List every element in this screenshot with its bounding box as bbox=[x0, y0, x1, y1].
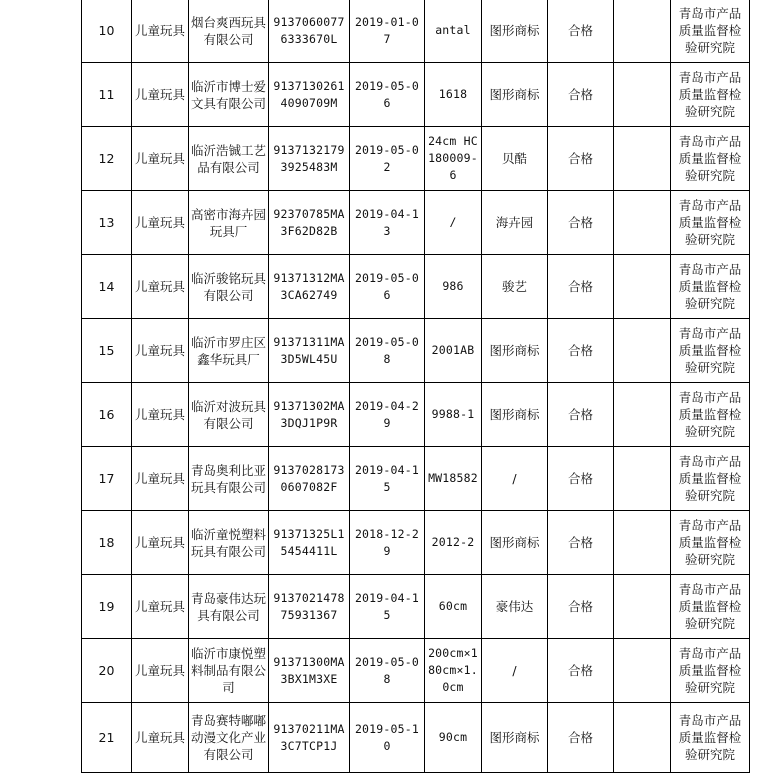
cell-serial-number: 21 bbox=[82, 703, 132, 773]
cell-enterprise-name: 临沂对波玩具有限公司 bbox=[189, 383, 269, 447]
cell-credit-code: 91371311MA3D5WL45U bbox=[269, 319, 350, 383]
cell-serial-number: 13 bbox=[82, 191, 132, 255]
cell-inspection-institute: 青岛市产品质量监督检验研究院 bbox=[671, 0, 750, 63]
cell-result: 合格 bbox=[548, 703, 614, 773]
cell-specification: 24cm HC180009-6 bbox=[425, 127, 482, 191]
cell-specification: 200cm×180cm×1.0cm bbox=[425, 639, 482, 703]
cell-enterprise-name: 临沂市博士爱文具有限公司 bbox=[189, 63, 269, 127]
cell-note bbox=[614, 0, 671, 63]
cell-serial-number: 12 bbox=[82, 127, 132, 191]
cell-inspection-institute: 青岛市产品质量监督检验研究院 bbox=[671, 383, 750, 447]
cell-credit-code: 91371300MA3BX1M3XE bbox=[269, 639, 350, 703]
cell-serial-number: 10 bbox=[82, 0, 132, 63]
cell-production-date: 2019-04-15 bbox=[350, 447, 425, 511]
cell-brand: 图形商标 bbox=[482, 63, 548, 127]
cell-product-category: 儿童玩具 bbox=[132, 0, 189, 63]
cell-brand: 图形商标 bbox=[482, 0, 548, 63]
cell-serial-number: 16 bbox=[82, 383, 132, 447]
table-row bbox=[82, 319, 750, 383]
cell-production-date: 2019-05-08 bbox=[350, 639, 425, 703]
cell-credit-code: 91371321793925483M bbox=[269, 127, 350, 191]
cell-product-category: 儿童玩具 bbox=[132, 191, 189, 255]
cell-note bbox=[614, 63, 671, 127]
cell-production-date: 2019-04-15 bbox=[350, 575, 425, 639]
cell-product-category: 儿童玩具 bbox=[132, 639, 189, 703]
cell-production-date: 2019-05-06 bbox=[350, 255, 425, 319]
cell-inspection-institute: 青岛市产品质量监督检验研究院 bbox=[671, 255, 750, 319]
cell-brand: 贝酷 bbox=[482, 127, 548, 191]
cell-enterprise-name: 高密市海卉园玩具厂 bbox=[189, 191, 269, 255]
cell-production-date: 2019-05-06 bbox=[350, 63, 425, 127]
cell-note bbox=[614, 127, 671, 191]
cell-specification: 1618 bbox=[425, 63, 482, 127]
cell-product-category: 儿童玩具 bbox=[132, 511, 189, 575]
cell-result: 合格 bbox=[548, 511, 614, 575]
cell-result: 合格 bbox=[548, 0, 614, 63]
table-row bbox=[82, 191, 750, 255]
cell-inspection-institute: 青岛市产品质量监督检验研究院 bbox=[671, 703, 750, 773]
table-row bbox=[82, 0, 750, 63]
table-row bbox=[82, 63, 750, 127]
cell-enterprise-name: 临沂骏铭玩具有限公司 bbox=[189, 255, 269, 319]
cell-brand: 海卉园 bbox=[482, 191, 548, 255]
cell-inspection-institute: 青岛市产品质量监督检验研究院 bbox=[671, 447, 750, 511]
cell-specification: 60cm bbox=[425, 575, 482, 639]
cell-result: 合格 bbox=[548, 127, 614, 191]
cell-brand: / bbox=[482, 447, 548, 511]
cell-inspection-institute: 青岛市产品质量监督检验研究院 bbox=[671, 63, 750, 127]
cell-enterprise-name: 临沂市罗庄区鑫华玩具厂 bbox=[189, 319, 269, 383]
table-body bbox=[82, 0, 750, 773]
table-row bbox=[82, 255, 750, 319]
cell-enterprise-name: 青岛奥利比亚玩具有限公司 bbox=[189, 447, 269, 511]
cell-brand: 骏艺 bbox=[482, 255, 548, 319]
cell-note bbox=[614, 447, 671, 511]
cell-credit-code: 91370211MA3C7TCP1J bbox=[269, 703, 350, 773]
cell-result: 合格 bbox=[548, 319, 614, 383]
cell-specification: MW18582 bbox=[425, 447, 482, 511]
cell-credit-code: 92370785MA3F62D82B bbox=[269, 191, 350, 255]
cell-brand: 豪伟达 bbox=[482, 575, 548, 639]
cell-serial-number: 20 bbox=[82, 639, 132, 703]
cell-note bbox=[614, 191, 671, 255]
cell-credit-code: 91371312MA3CA62749 bbox=[269, 255, 350, 319]
cell-production-date: 2019-05-10 bbox=[350, 703, 425, 773]
cell-product-category: 儿童玩具 bbox=[132, 127, 189, 191]
cell-enterprise-name: 临沂童悦塑料玩具有限公司 bbox=[189, 511, 269, 575]
cell-note bbox=[614, 703, 671, 773]
cell-inspection-institute: 青岛市产品质量监督检验研究院 bbox=[671, 127, 750, 191]
cell-serial-number: 14 bbox=[82, 255, 132, 319]
cell-brand: 图形商标 bbox=[482, 383, 548, 447]
table-row bbox=[82, 703, 750, 773]
cell-specification: 2012-2 bbox=[425, 511, 482, 575]
cell-serial-number: 17 bbox=[82, 447, 132, 511]
cell-inspection-institute: 青岛市产品质量监督检验研究院 bbox=[671, 191, 750, 255]
cell-enterprise-name: 临沂市康悦塑料制品有限公司 bbox=[189, 639, 269, 703]
inspection-results-table-container bbox=[81, 0, 750, 773]
cell-specification: 2001AB bbox=[425, 319, 482, 383]
table-row bbox=[82, 447, 750, 511]
cell-specification: 9988-1 bbox=[425, 383, 482, 447]
cell-production-date: 2018-12-29 bbox=[350, 511, 425, 575]
cell-credit-code: 913702147875931367 bbox=[269, 575, 350, 639]
cell-credit-code: 91370600776333670L bbox=[269, 0, 350, 63]
cell-result: 合格 bbox=[548, 63, 614, 127]
cell-specification: antal bbox=[425, 0, 482, 63]
cell-product-category: 儿童玩具 bbox=[132, 63, 189, 127]
cell-brand: 图形商标 bbox=[482, 319, 548, 383]
cell-serial-number: 19 bbox=[82, 575, 132, 639]
cell-credit-code: 91371302614090709M bbox=[269, 63, 350, 127]
cell-note bbox=[614, 255, 671, 319]
cell-enterprise-name: 临沂浩铖工艺品有限公司 bbox=[189, 127, 269, 191]
cell-production-date: 2019-01-07 bbox=[350, 0, 425, 63]
cell-result: 合格 bbox=[548, 447, 614, 511]
cell-result: 合格 bbox=[548, 575, 614, 639]
cell-credit-code: 91370281730607082F bbox=[269, 447, 350, 511]
cell-inspection-institute: 青岛市产品质量监督检验研究院 bbox=[671, 319, 750, 383]
cell-inspection-institute: 青岛市产品质量监督检验研究院 bbox=[671, 575, 750, 639]
cell-result: 合格 bbox=[548, 191, 614, 255]
cell-production-date: 2019-05-02 bbox=[350, 127, 425, 191]
cell-serial-number: 11 bbox=[82, 63, 132, 127]
cell-production-date: 2019-05-08 bbox=[350, 319, 425, 383]
cell-serial-number: 15 bbox=[82, 319, 132, 383]
cell-production-date: 2019-04-13 bbox=[350, 191, 425, 255]
cell-specification: / bbox=[425, 191, 482, 255]
cell-product-category: 儿童玩具 bbox=[132, 255, 189, 319]
table-row bbox=[82, 639, 750, 703]
cell-product-category: 儿童玩具 bbox=[132, 703, 189, 773]
table-row bbox=[82, 383, 750, 447]
cell-note bbox=[614, 511, 671, 575]
table-row bbox=[82, 575, 750, 639]
cell-production-date: 2019-04-29 bbox=[350, 383, 425, 447]
cell-note bbox=[614, 319, 671, 383]
cell-enterprise-name: 青岛赛特嘟嘟动漫文化产业有限公司 bbox=[189, 703, 269, 773]
cell-note bbox=[614, 575, 671, 639]
cell-brand: / bbox=[482, 639, 548, 703]
cell-result: 合格 bbox=[548, 383, 614, 447]
cell-specification: 986 bbox=[425, 255, 482, 319]
cell-inspection-institute: 青岛市产品质量监督检验研究院 bbox=[671, 511, 750, 575]
table-row bbox=[82, 511, 750, 575]
cell-result: 合格 bbox=[548, 255, 614, 319]
table-row bbox=[82, 127, 750, 191]
cell-product-category: 儿童玩具 bbox=[132, 447, 189, 511]
cell-enterprise-name: 烟台爽西玩具有限公司 bbox=[189, 0, 269, 63]
cell-serial-number: 18 bbox=[82, 511, 132, 575]
cell-enterprise-name: 青岛豪伟达玩具有限公司 bbox=[189, 575, 269, 639]
cell-credit-code: 91371325L15454411L bbox=[269, 511, 350, 575]
cell-product-category: 儿童玩具 bbox=[132, 319, 189, 383]
cell-brand: 图形商标 bbox=[482, 511, 548, 575]
cell-product-category: 儿童玩具 bbox=[132, 383, 189, 447]
cell-brand: 图形商标 bbox=[482, 703, 548, 773]
cell-product-category: 儿童玩具 bbox=[132, 575, 189, 639]
cell-note bbox=[614, 383, 671, 447]
cell-result: 合格 bbox=[548, 639, 614, 703]
inspection-results-table bbox=[81, 0, 750, 773]
cell-specification: 90cm bbox=[425, 703, 482, 773]
cell-credit-code: 91371302MA3DQJ1P9R bbox=[269, 383, 350, 447]
cell-inspection-institute: 青岛市产品质量监督检验研究院 bbox=[671, 639, 750, 703]
cell-note bbox=[614, 639, 671, 703]
